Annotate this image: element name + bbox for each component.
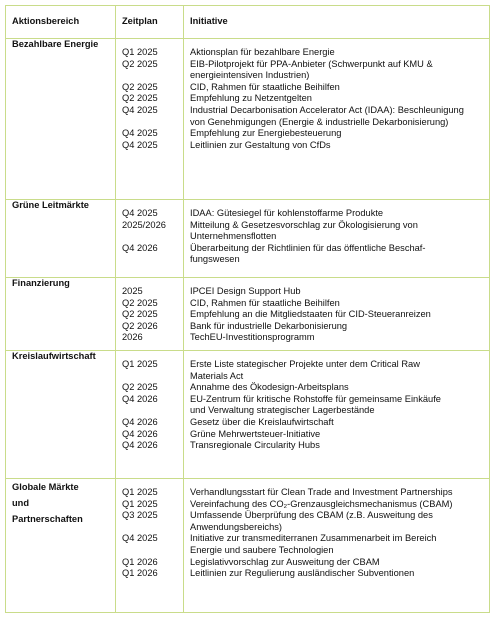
initiative-text: fungswesen — [190, 254, 240, 265]
timeline-value: Q1 2025 — [122, 486, 158, 497]
timeline-value: Q4 2026 — [122, 440, 158, 451]
timeline-value: Q1 2026 — [122, 568, 158, 579]
section-row — [6, 478, 490, 612]
initiative-text: Annahme des Ökodesign-Arbeitsplans — [190, 382, 349, 393]
initiative-text: Erste Liste stategischer Projekte unter dem Critical Raw — [190, 358, 420, 369]
initiative-text: und Verwaltung strategischer Lagerbestände — [190, 405, 375, 416]
timeline-value: Q4 2025 — [122, 128, 158, 139]
initiative-text: CID, Rahmen für staatliche Beihilfen — [190, 81, 340, 92]
initiative-text: Leitlinien zur Gestaltung von CfDs — [190, 139, 331, 150]
initiative-text: von Genehmigungen (Energie & industrielle Dekarbonisierung) — [190, 116, 449, 127]
timeline-value: Q4 2025 — [122, 208, 158, 218]
initiative-text: IDAA: Gütesiegel für kohlenstoffarme Produkte — [190, 208, 384, 218]
area-label: Bezahlbare Energie — [12, 39, 99, 49]
initiative-text: Empfehlung an die Mitgliedstaaten für CID-Steueranreizen — [190, 309, 431, 320]
area-label: Grüne Leitmärkte — [12, 200, 89, 210]
timeline-spacer — [116, 405, 183, 417]
section-timeline — [116, 478, 184, 612]
timeline-value: Q3 2025 — [122, 510, 158, 521]
section-initiatives — [184, 478, 490, 612]
section-row — [6, 278, 490, 351]
timeline-value: Q4 2026 — [122, 428, 158, 439]
timeline-value: Q1 2026 — [122, 556, 158, 567]
timeline-value: Q2 2025 — [122, 297, 158, 308]
section-area — [6, 278, 116, 351]
timeline-value: Q4 2025 — [122, 139, 158, 150]
area-label: und — [12, 497, 30, 508]
area-label: Kreislaufwirtschaft — [12, 350, 96, 361]
header-zeitplan: Zeitplan — [116, 6, 184, 39]
section-timeline — [116, 39, 184, 200]
initiative-text: Empfehlung zu Netzentgelten — [190, 93, 312, 104]
initiative-text: Transregionale Circularity Hubs — [190, 440, 320, 451]
section-row — [6, 200, 490, 278]
initiative-text: EU-Zentrum für kritische Rohstoffe für gemeinsame Einkäufe — [190, 393, 441, 404]
initiative-text: Legislativvorschlag zur Ausweitung der CBAM — [190, 556, 380, 567]
timeline-value: Q2 2026 — [122, 320, 158, 331]
timeline-value: Q4 2025 — [122, 533, 158, 544]
section-initiatives — [184, 200, 490, 278]
initiative-text: CID, Rahmen für staatliche Beihilfen — [190, 297, 340, 308]
initiative-text: Materials Act — [190, 370, 244, 381]
initiative-text: Verhandlungsstart für Clean Trade and Investment Partnerships — [190, 486, 453, 497]
initiative-text: TechEU-Investitionsprogramm — [190, 332, 315, 343]
timeline-value: Q2 2025 — [122, 93, 158, 104]
section-area — [6, 39, 116, 200]
initiative-text: Grüne Mehrwertsteuer-Initiative — [190, 428, 321, 439]
initiative-text: Leitlinien zur Regulierung ausländischer Subventionen — [190, 568, 415, 579]
initiative-text: energieintensiven Industrien) — [190, 70, 310, 81]
timeline-value: Q2 2025 — [122, 309, 158, 320]
area-label: Globale Märkte — [12, 481, 79, 492]
initiative-text: Überarbeitung der Richtlinien für das öffentliche Beschaf- — [190, 242, 426, 253]
initiative-text: Aktionsplan für bezahlbare Energie — [190, 47, 335, 57]
section-timeline — [116, 350, 184, 478]
timeline-value: 2025/2026 — [122, 219, 166, 230]
timeline-spacer — [116, 371, 183, 383]
initiative-text: IPCEI Design Support Hub — [190, 286, 301, 296]
table-body — [6, 39, 490, 613]
timeline-value: Q2 2025 — [122, 58, 158, 69]
timeline-value: Q2 2025 — [122, 81, 158, 92]
section-area — [6, 200, 116, 278]
initiative-text: EIB-Pilotprojekt für PPA-Anbieter (Schwerpunkt auf KMU & — [190, 58, 433, 69]
initiative-text: Energie und saubere Technologien — [190, 544, 334, 555]
section-row — [6, 350, 490, 478]
initiative-text: Gesetz über die Kreislaufwirtschaft — [190, 416, 334, 427]
initiative-text: Empfehlung zur Energiebesteuerung — [190, 128, 342, 139]
timeline-value: Q1 2025 — [122, 358, 158, 369]
initiative-text: Unternehmensflotten — [190, 231, 277, 242]
section-row — [6, 39, 490, 200]
timeline-spacer — [116, 231, 183, 243]
section-area — [6, 350, 116, 478]
section-timeline — [116, 278, 184, 351]
action-plan-table — [5, 5, 490, 613]
section-timeline — [116, 200, 184, 278]
timeline-value: Q1 2025 — [122, 47, 158, 57]
timeline-value: Q4 2026 — [122, 393, 158, 404]
initiative-text: Initiative zur transmediterranen Zusammenarbeit im Bereich — [190, 533, 437, 544]
timeline-value: Q4 2026 — [122, 242, 158, 253]
header-row — [6, 6, 490, 39]
timeline-value: Q4 2025 — [122, 104, 158, 115]
initiative-text: Umfassende Überprüfung des CBAM (z.B. Ausweitung des — [190, 510, 433, 521]
timeline-value: Q1 2025 — [122, 498, 158, 509]
section-area — [6, 478, 116, 612]
initiative-text: Bank für industrielle Dekarbonisierung — [190, 320, 348, 331]
header-aktionsbereich: Aktionsbereich — [6, 6, 116, 39]
timeline-spacer — [116, 522, 183, 534]
header-initiative: Initiative — [184, 6, 490, 39]
timeline-value: Q2 2025 — [122, 382, 158, 393]
timeline-value: 2025 — [122, 286, 143, 296]
section-initiatives — [184, 39, 490, 200]
timeline-spacer — [116, 545, 183, 557]
initiative-text: Industrial Decarbonisation Accelerator Act (IDAA): Beschleunigung — [190, 104, 464, 115]
timeline-value: 2026 — [122, 332, 143, 343]
timeline-spacer — [116, 70, 183, 82]
section-initiatives — [184, 278, 490, 351]
initiative-text: Mitteilung & Gesetzesvorschlag zur Ökologisierung von — [190, 219, 418, 230]
initiative-text: Vereinfachung des CO₂-Grenzausgleichsmechanismus (CBAM) — [190, 498, 453, 509]
area-label: Finanzierung — [12, 278, 70, 288]
area-label: Partnerschaften — [12, 513, 83, 524]
timeline-value: Q4 2026 — [122, 416, 158, 427]
timeline-spacer — [116, 254, 183, 266]
initiative-text: Anwendungsbereichs) — [190, 521, 282, 532]
timeline-spacer — [116, 117, 183, 129]
section-initiatives — [184, 350, 490, 478]
